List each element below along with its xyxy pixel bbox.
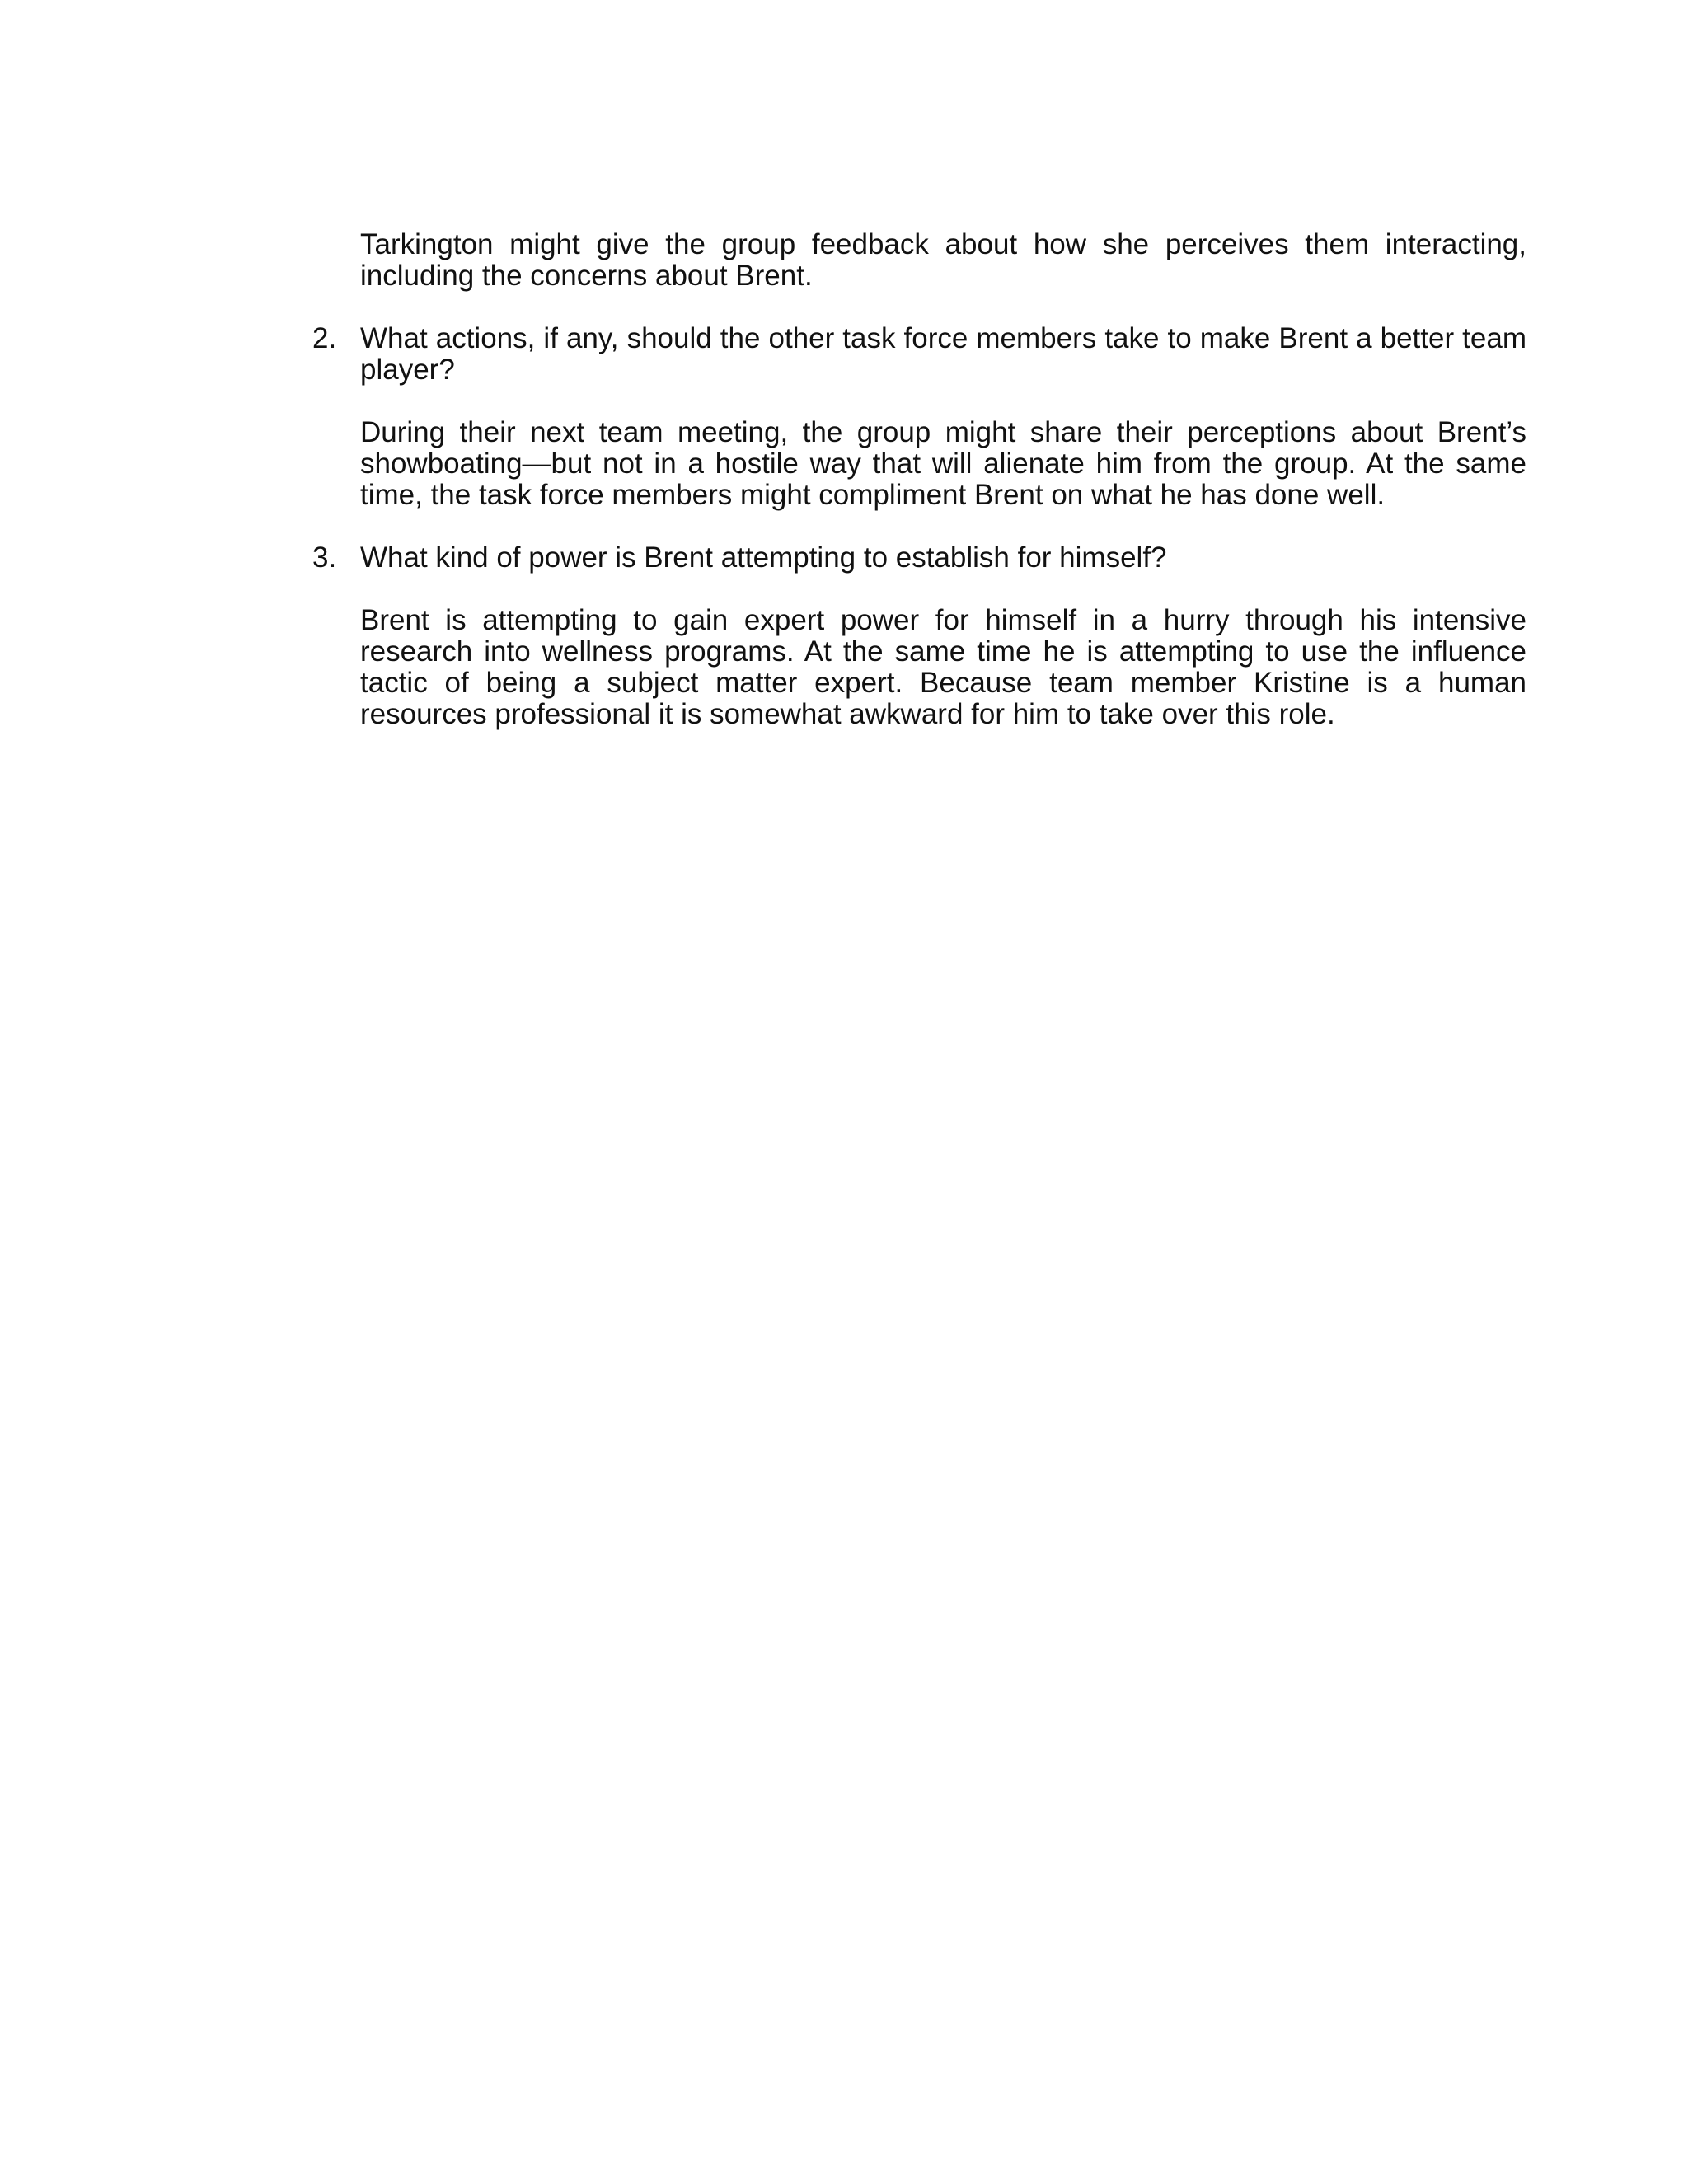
answer-continuation: Tarkington might give the group feedback about how she perceives them interacting, including the concerns about Brent. [360,228,1526,292]
document-body [312,228,1526,730]
question-item-2 [312,322,1526,386]
question-text: What actions, if any, should the other task force members take to make Brent a better team player? [360,322,1526,386]
question-text: What kind of power is Brent attempting to establish for himself? [360,541,1167,574]
answer-text: Brent is attempting to gain expert power for himself in a hurry through his intensive research into wellness programs. At the same time he is attempting to use the influence tactic of being a subject matter expert. Because team member Kristine is a human resources professional it is somewhat awkward for him to take over this role. [360,604,1526,730]
answer-text: During their next team meeting, the group might share their perceptions about Brent’s showboating—but not in a hostile way that will alienate him from the group. At the same time, the task force members might compliment Brent on what he has done well. [360,416,1526,511]
question-item-3 [312,541,1526,574]
question-number: 2. [312,322,337,354]
question-number: 3. [312,541,337,574]
